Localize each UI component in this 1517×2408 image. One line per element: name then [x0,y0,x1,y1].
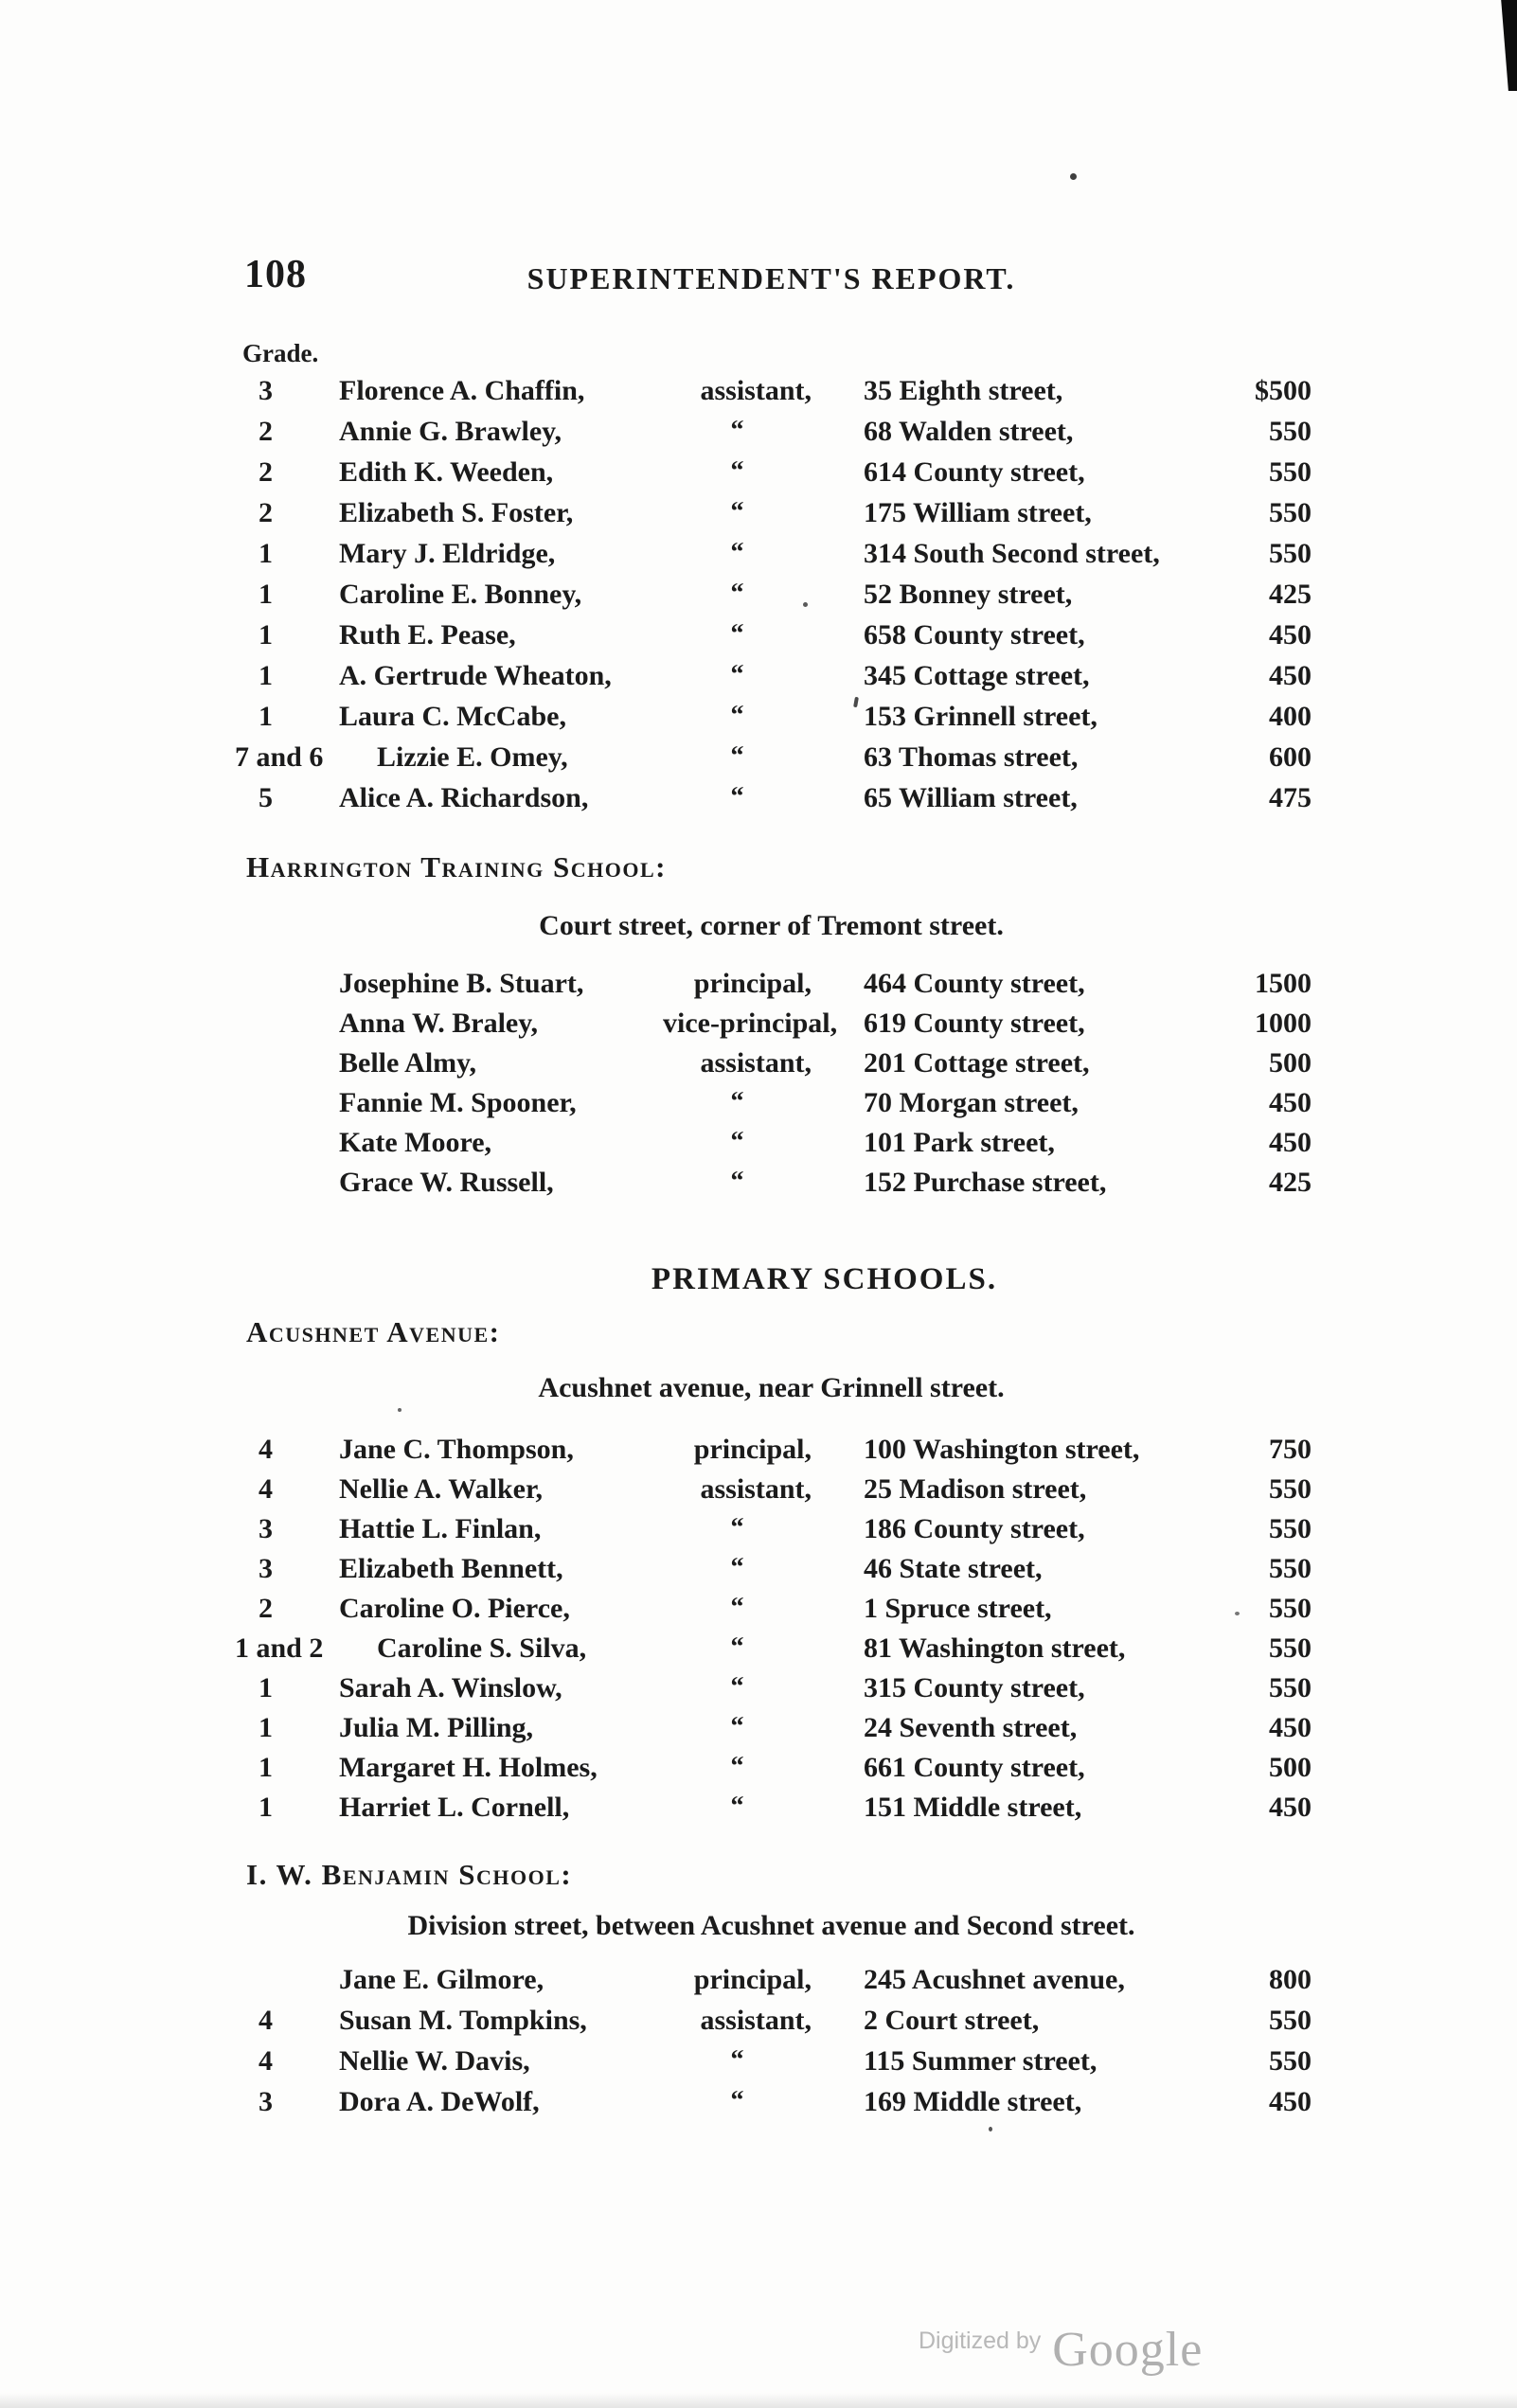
teacher-title: “ [730,1752,744,1781]
staff-row [0,1672,1517,1712]
teacher-name: Belle Almy, [339,1047,476,1079]
teacher-name: Nellie A. Walker, [339,1473,544,1505]
staff-row [0,1964,1517,2005]
teacher-name: Jane E. Gilmore, [339,1964,544,1995]
teacher-title: “ [730,2045,744,2075]
staff-row [0,579,1517,619]
teacher-salary: 550 [1269,1593,1312,1624]
teacher-address: 81 Washington street, [864,1632,1126,1664]
staff-row [0,701,1517,741]
scan-speck [1070,173,1077,180]
teacher-salary: 550 [1269,456,1312,488]
teacher-title: “ [730,1712,744,1741]
teacher-title: assistant, [700,1047,812,1079]
teacher-name: Sarah A. Winslow, [339,1672,562,1703]
school-heading: Acushnet Avenue: [246,1315,501,1348]
teacher-address: 70 Morgan street, [864,1087,1079,1118]
staff-row [0,1167,1517,1206]
staff-row [0,1008,1517,1047]
teacher-title: principal, [693,968,812,999]
staff-row [0,1473,1517,1513]
teacher-address: 345 Cottage street, [864,660,1090,691]
teacher-address: 661 County street, [864,1752,1085,1783]
teacher-name: Caroline S. Silva, [377,1632,587,1664]
staff-row [0,1047,1517,1087]
teacher-address: 101 Park street, [864,1127,1055,1158]
teacher-title: “ [730,1672,744,1702]
teacher-name: Hattie L. Finlan, [339,1513,542,1544]
teacher-title: assistant, [700,1473,812,1505]
google-logo: Google [1052,2323,1204,2377]
staff-row [0,1632,1517,1672]
teacher-name: Ruth E. Pease, [339,619,516,651]
teacher-title: “ [730,741,744,771]
teacher-address: 175 William street, [864,497,1092,528]
teacher-address: 151 Middle street, [864,1792,1082,1823]
scan-corner-artifact [1494,0,1517,91]
teacher-name: Caroline E. Bonney, [339,579,582,610]
teacher-salary: 550 [1269,1632,1312,1664]
watermark [919,2322,1203,2378]
watermark-prefix: Digitized by [919,2328,1042,2354]
grade-cell: 2 [259,497,273,528]
teacher-title: assistant, [700,375,812,406]
teacher-name: Caroline O. Pierce, [339,1593,570,1624]
staff-row [0,782,1517,823]
staff-row [0,375,1517,416]
teacher-title: “ [730,1632,744,1662]
running-header: SUPERINTENDENT'S REPORT. [526,261,1016,295]
teacher-name: Elizabeth Bennett, [339,1553,563,1584]
teacher-name: Alice A. Richardson, [339,782,589,813]
staff-row [0,538,1517,579]
teacher-address: 201 Cottage street, [864,1047,1090,1079]
teacher-salary: 550 [1269,1473,1312,1505]
teacher-name: Julia M. Pilling, [339,1712,534,1743]
teacher-title: vice-principal, [663,1008,838,1039]
teacher-name: Jane C. Thompson, [339,1434,574,1465]
teacher-address: 464 County street, [864,968,1085,999]
staff-row [0,1792,1517,1831]
teacher-title: “ [730,1087,744,1116]
teacher-title: assistant, [700,2005,812,2036]
teacher-salary: 450 [1269,1712,1312,1743]
teacher-salary: 550 [1269,2005,1312,2036]
scan-speck [398,1408,402,1412]
teacher-name: Lizzie E. Omey, [377,741,568,773]
teacher-salary: 1500 [1255,968,1312,999]
grade-cell: 1 and 2 [235,1632,324,1664]
teacher-address: 63 Thomas street, [864,741,1079,773]
grade-cell: 1 [259,701,273,732]
primary-schools-heading: PRIMARY SCHOOLS. [651,1262,998,1296]
teacher-name: Nellie W. Davis, [339,2045,530,2077]
teacher-address: 115 Summer street, [864,2045,1098,2077]
teacher-title: “ [730,619,744,649]
grade-cell: 1 [259,619,273,651]
staff-row [0,416,1517,456]
teacher-salary: 550 [1269,1672,1312,1703]
teacher-title: “ [730,416,744,445]
teacher-title: “ [730,1792,744,1821]
teacher-salary: 550 [1269,1513,1312,1544]
grade-cell: 7 and 6 [235,741,324,773]
teacher-salary: 550 [1269,2045,1312,2077]
teacher-salary: 400 [1269,701,1312,732]
school-address-subtitle: Court street, corner of Tremont street. [539,910,1004,941]
grade-cell: 1 [259,1672,273,1703]
grade-cell: 1 [259,1712,273,1743]
staff-row [0,2086,1517,2127]
teacher-title: “ [730,2086,744,2115]
teacher-address: 35 Eighth street, [864,375,1063,406]
teacher-title: “ [730,1513,744,1543]
teacher-name: Kate Moore, [339,1127,492,1158]
teacher-salary: 450 [1269,619,1312,651]
teacher-address: 46 State street, [864,1553,1043,1584]
staff-row [0,1513,1517,1553]
teacher-title: “ [730,538,744,567]
teacher-salary: 450 [1269,1127,1312,1158]
teacher-salary: 500 [1269,1047,1312,1079]
teacher-salary: 800 [1269,1964,1312,1995]
teacher-salary: 425 [1269,579,1312,610]
teacher-salary: 475 [1269,782,1312,813]
staff-table [0,1964,1517,2127]
teacher-title: “ [730,1127,744,1156]
teacher-salary: $500 [1255,375,1312,406]
teacher-address: 1 Spruce street, [864,1593,1052,1624]
scan-bottom-edge-artifact [0,2393,1517,2408]
teacher-name: Grace W. Russell, [339,1167,554,1198]
grade-cell: 4 [259,2045,273,2077]
teacher-name: Dora A. DeWolf, [339,2086,540,2117]
teacher-title: “ [730,497,744,526]
teacher-address: 315 County street, [864,1672,1085,1703]
staff-row [0,619,1517,660]
teacher-address: 65 William street, [864,782,1078,813]
teacher-title: “ [730,1167,744,1196]
teacher-address: 152 Purchase street, [864,1167,1107,1198]
grade-cell: 1 [259,579,273,610]
grade-cell: 2 [259,456,273,488]
teacher-salary: 750 [1269,1434,1312,1465]
teacher-title: “ [730,579,744,608]
page-number: 108 [244,253,307,296]
grade-cell: 3 [259,2086,273,2117]
grade-cell: 1 [259,660,273,691]
staff-row [0,497,1517,538]
teacher-name: Mary J. Eldridge, [339,538,556,569]
grade-cell: 4 [259,1473,273,1505]
teacher-title: principal, [693,1434,812,1465]
teacher-address: 169 Middle street, [864,2086,1082,2117]
teacher-address: 619 County street, [864,1008,1085,1039]
teacher-name: Fannie M. Spooner, [339,1087,577,1118]
teacher-name: Laura C. McCabe, [339,701,566,732]
grade-cell: 3 [259,375,273,406]
teacher-name: Florence A. Chaffin, [339,375,585,406]
grade-cell: 3 [259,1513,273,1544]
scan-speck [989,2127,992,2132]
staff-row [0,1127,1517,1167]
staff-row [0,456,1517,497]
staff-row [0,968,1517,1008]
grade-cell: 1 [259,538,273,569]
teacher-salary: 425 [1269,1167,1312,1198]
grade-cell: 4 [259,1434,273,1465]
staff-row [0,1087,1517,1127]
teacher-address: 245 Acushnet avenue, [864,1964,1125,1995]
teacher-name: Elizabeth S. Foster, [339,497,574,528]
grade-cell: 1 [259,1792,273,1823]
teacher-salary: 450 [1269,1087,1312,1118]
teacher-salary: 450 [1269,1792,1312,1823]
teacher-name: Josephine B. Stuart, [339,968,584,999]
teacher-title: “ [730,782,744,812]
staff-table [0,375,1517,823]
staff-row [0,1593,1517,1632]
grade-cell: 2 [259,416,273,447]
teacher-title: “ [730,701,744,730]
staff-row [0,741,1517,782]
grade-cell: 3 [259,1553,273,1584]
teacher-address: 24 Seventh street, [864,1712,1078,1743]
grade-cell: 2 [259,1593,273,1624]
teacher-salary: 550 [1269,416,1312,447]
teacher-title: principal, [693,1964,812,1995]
teacher-title: “ [730,1553,744,1582]
teacher-title: “ [730,660,744,689]
staff-table [0,968,1517,1206]
teacher-address: 186 County street, [864,1513,1085,1544]
teacher-name: A. Gertrude Wheaton, [339,660,612,691]
school-address-subtitle: Acushnet avenue, near Grinnell street. [538,1372,1005,1403]
school-heading: I. W. Benjamin School: [246,1858,573,1891]
staff-row [0,1434,1517,1473]
teacher-address: 100 Washington street, [864,1434,1140,1465]
teacher-name: Edith K. Weeden, [339,456,554,488]
staff-row [0,1553,1517,1593]
staff-row [0,2045,1517,2086]
teacher-address: 68 Walden street, [864,416,1074,447]
teacher-salary: 450 [1269,2086,1312,2117]
school-heading: Harrington Training School: [246,850,667,883]
staff-table [0,1434,1517,1831]
teacher-name: Susan M. Tompkins, [339,2005,587,2036]
grade-cell: 1 [259,1752,273,1783]
teacher-address: 153 Grinnell street, [864,701,1098,732]
teacher-salary: 550 [1269,1553,1312,1584]
teacher-salary: 450 [1269,660,1312,691]
teacher-name: Annie G. Brawley, [339,416,562,447]
teacher-name: Margaret H. Holmes, [339,1752,598,1783]
grade-cell: 5 [259,782,273,813]
teacher-salary: 550 [1269,538,1312,569]
grade-column-label: Grade. [242,339,319,367]
teacher-title: “ [730,1593,744,1622]
teacher-name: Anna W. Braley, [339,1008,539,1039]
staff-row [0,660,1517,701]
teacher-address: 614 County street, [864,456,1085,488]
staff-row [0,1712,1517,1752]
teacher-address: 2 Court street, [864,2005,1040,2036]
teacher-salary: 600 [1269,741,1312,773]
teacher-title: “ [730,456,744,486]
staff-row [0,1752,1517,1792]
teacher-address: 658 County street, [864,619,1085,651]
teacher-address: 314 South Second street, [864,538,1160,569]
teacher-salary: 500 [1269,1752,1312,1783]
teacher-address: 52 Bonney street, [864,579,1073,610]
grade-cell: 4 [259,2005,273,2036]
teacher-address: 25 Madison street, [864,1473,1087,1505]
teacher-salary: 1000 [1255,1008,1312,1039]
teacher-name: Harriet L. Cornell, [339,1792,570,1823]
school-address-subtitle: Division street, between Acushnet avenue and Second street. [407,1910,1135,1941]
teacher-salary: 550 [1269,497,1312,528]
staff-row [0,2005,1517,2045]
